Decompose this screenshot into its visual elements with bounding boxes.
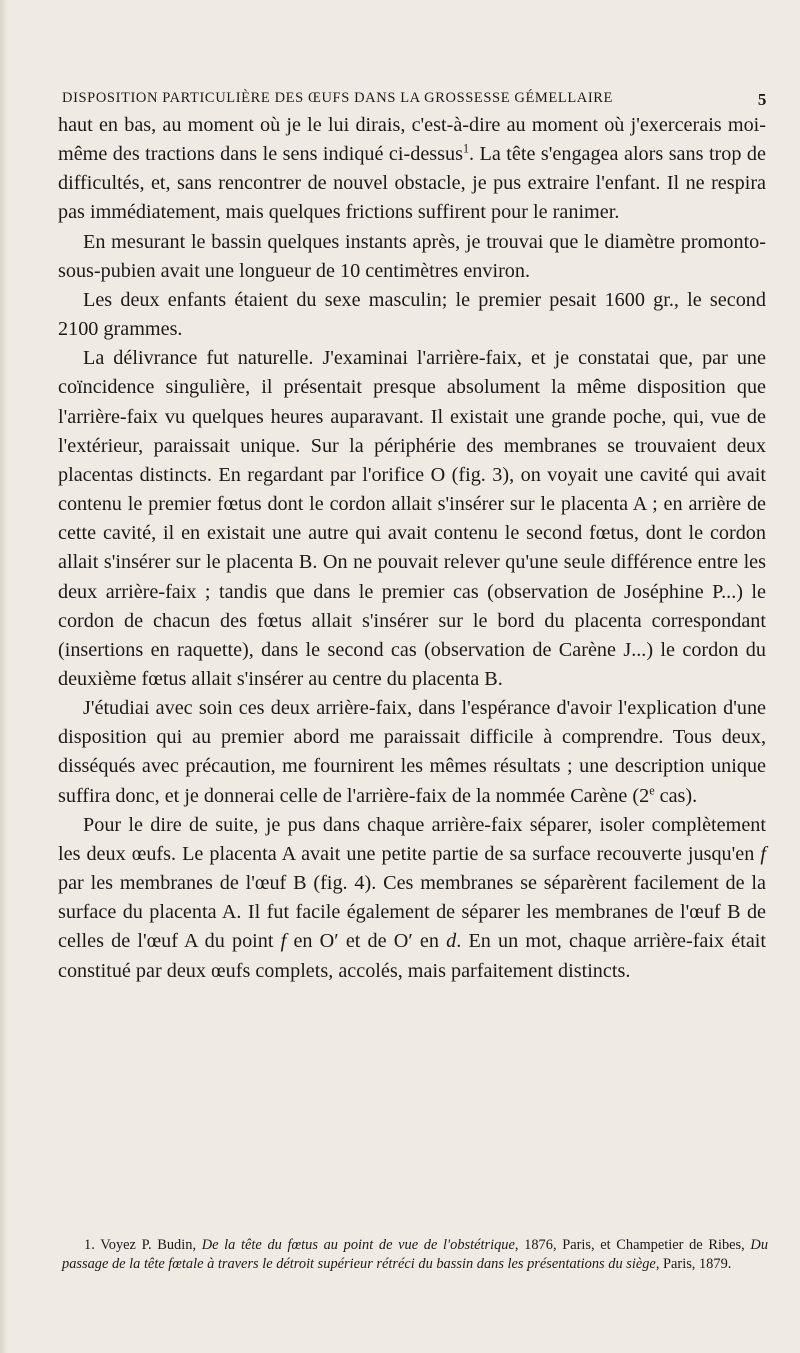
page-number: 5 bbox=[757, 90, 767, 109]
footnote: 1. Voyez P. Budin, De la tête du fœtus au point de vue de l'obstétrique, 1876, Paris, et Champetier de Ribes, Du passage de la tête fœtale à travers le détroit supérieur rétréci du bassin dans les présentations du siège, Paris, 1879. bbox=[62, 1237, 769, 1272]
footnote-ref: 1 bbox=[462, 141, 470, 156]
paragraph-5: J'étudiai avec soin ces deux arrière-faix, dans l'espérance d'avoir l'explication d'une disposition qui au premier abord me paraissait difficile à comprendre. Tous deux, disséqués avec précaution, me fournirent les mêmes résultats ; une description unique suffira donc, et je donnerai celle de l'arrière-faix de la nommée Carène (2e cas). bbox=[58, 697, 766, 807]
paragraph-4: La délivrance fut naturelle. J'examinai l'arrière-faix, et je constatai que, par une coïncidence singulière, il présentait presque absolument la même disposition que l'arrière-faix vu quelques heures auparavant. Il existait une grande poche, qui, vue de l'extérieur, paraissait unique. Sur la périphérie des membranes se trouvaient deux placentas distincts. En regardant par l'orifice O (fig. 3), on voyait une cavité qui avait contenu le premier fœtus dont le cordon allait s'insérer sur le placenta A ; en arrière de cette cavité, il en existait une autre qui avait contenu le second fœtus, dont le cordon allait s'insérer sur le placenta B. On ne pouvait relever qu'une seule différence entre les deux arrière-faix ; tandis que dans le premier cas (observation de Joséphine P...) le cordon de chacun des fœtus allait s'insérer sur le bord du placenta correspondant (insertions en raquette), dans le second cas (observation de Carène J...) le cordon du deuxième fœtus allait s'insérer au centre du placenta B. bbox=[58, 347, 766, 690]
body-text bbox=[58, 111, 766, 986]
paragraph-2: En mesurant le bassin quelques instants après, je trouvai que le diamètre promonto-sous-pubien avait une longueur de 10 centimètres environ. bbox=[58, 230, 766, 282]
running-title: DISPOSITION PARTICULIÈRE DES ŒUFS DANS LA GROSSESSE GÉMELLAIRE bbox=[62, 90, 614, 106]
paragraph-3: Les deux enfants étaient du sexe masculin; le premier pesait 1600 gr., le second 2100 grammes. bbox=[58, 288, 766, 341]
footnote-number: 1 bbox=[84, 1237, 92, 1253]
running-header bbox=[62, 90, 767, 110]
paragraph-1: haut en bas, au moment où je le lui dirais, c'est-à-dire au moment où j'exercerais moi-même des tractions dans le sens indiqué ci-dessus$^1$. La tête s'engagea alors sans trop de difficultés, et, sans rencontrer de nouvel obstacle, je pus extraire l'enfant. Il ne respira pas immédiatement, mais quelques frictions suffirent pour le ranimer. bbox=[58, 114, 766, 224]
page-gutter-edge bbox=[0, 0, 8, 1353]
paragraph-6: Pour le dire de suite, je pus dans chaque arrière-faix séparer, isoler complètement les deux œufs. Le placenta A avait une petite partie de sa surface recouverte jusqu'en f par les membranes de l'œuf B (fig. 4). Ces membranes se séparèrent facilement de la surface du placenta A. Il fut facile également de séparer les membranes de l'œuf B de celles de l'œuf A du point f en O′ et de O′ en d. En un mot, chaque arrière-faix était constitué par deux œufs complets, accolés, mais parfaitement distincts. bbox=[58, 813, 766, 982]
